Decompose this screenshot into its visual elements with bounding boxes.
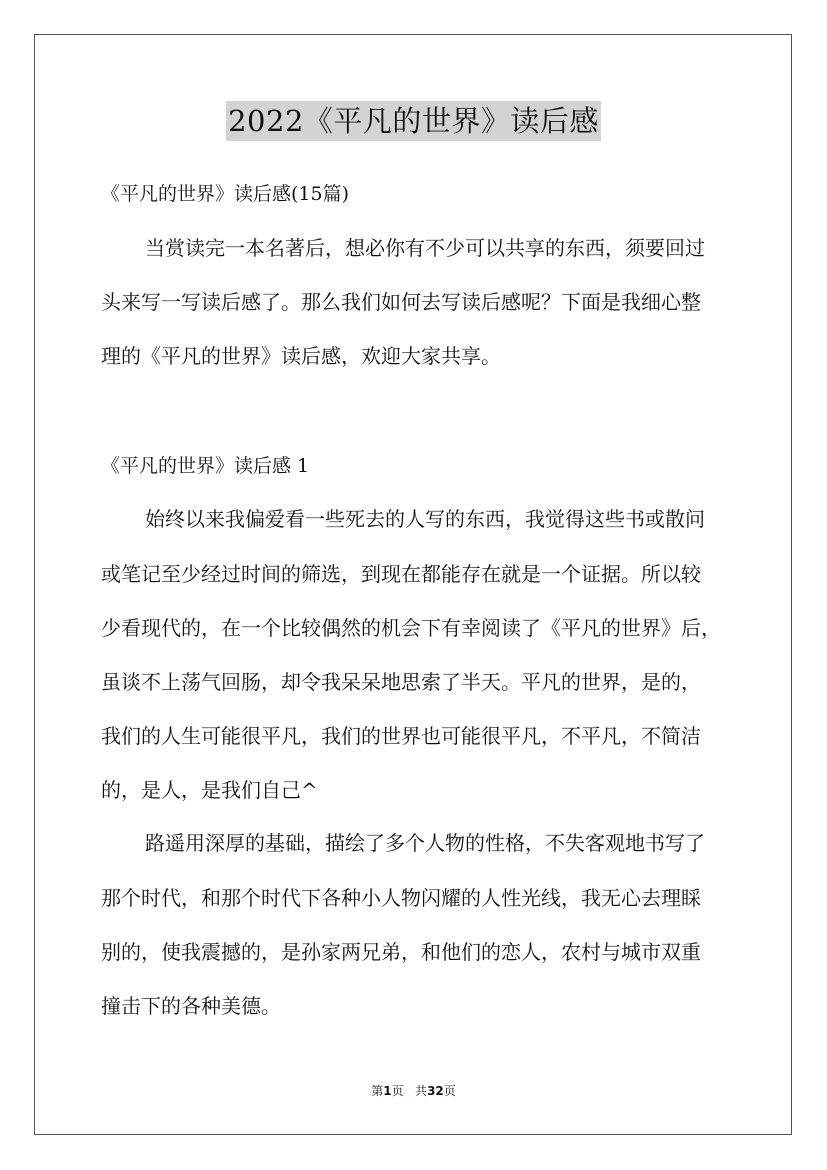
total-prefix: 共 bbox=[415, 1084, 428, 1098]
paragraph-line: 少看现代的，在一个比较偶然的机会下有幸阅读了《平凡的世界》后， bbox=[101, 616, 721, 640]
paragraph-line: 路遥用深厚的基础，描绘了多个人物的性格，不失客观地书写了 bbox=[145, 831, 705, 855]
page-prefix: 第 bbox=[371, 1084, 384, 1098]
paragraph-line: 那个时代，和那个时代下各种小人物闪耀的人性光线，我无心去理睬 bbox=[101, 886, 701, 910]
page-footer bbox=[0, 1083, 827, 1099]
page-suffix: 页 bbox=[391, 1084, 404, 1098]
paragraph-line: 撞击下的各种美德。 bbox=[101, 994, 281, 1018]
intro-line: 理的《平凡的世界》读后感，欢迎大家共享。 bbox=[101, 344, 501, 368]
intro-line: 当赏读完一本名著后，想必你有不少可以共享的东西，须要回过 bbox=[145, 236, 705, 260]
document-title: 2022《平凡的世界》读后感 bbox=[226, 101, 601, 141]
paragraph-line: 或笔记至少经过时间的筛选，到现在都能存在就是一个证据。所以较 bbox=[101, 562, 701, 586]
page-number: 1 bbox=[383, 1084, 392, 1098]
intro-line: 头来写一写读后感了。那么我们如何去写读后感呢？下面是我细心整 bbox=[101, 290, 701, 314]
paragraph-line: 的，是人，是我们自己^ bbox=[101, 778, 318, 802]
paragraph-line: 别的，使我震撼的，是孙家两兄弟，和他们的恋人，农村与城市双重 bbox=[101, 940, 701, 964]
document-subtitle: 《平凡的世界》读后感(15篇) bbox=[101, 183, 350, 205]
paragraph-line: 虽谈不上荡气回肠，却令我呆呆地思索了半天。平凡的世界，是的， bbox=[101, 670, 701, 694]
total-pages: 32 bbox=[427, 1084, 444, 1098]
section-heading: 《平凡的世界》读后感 1 bbox=[101, 455, 310, 477]
title-block bbox=[0, 101, 827, 141]
paragraph-line: 我们的人生可能很平凡，我们的世界也可能很平凡，不平凡，不简洁 bbox=[101, 724, 701, 748]
total-suffix: 页 bbox=[443, 1084, 456, 1098]
paragraph-line: 始终以来我偏爱看一些死去的人写的东西，我觉得这些书或散问 bbox=[145, 507, 705, 531]
